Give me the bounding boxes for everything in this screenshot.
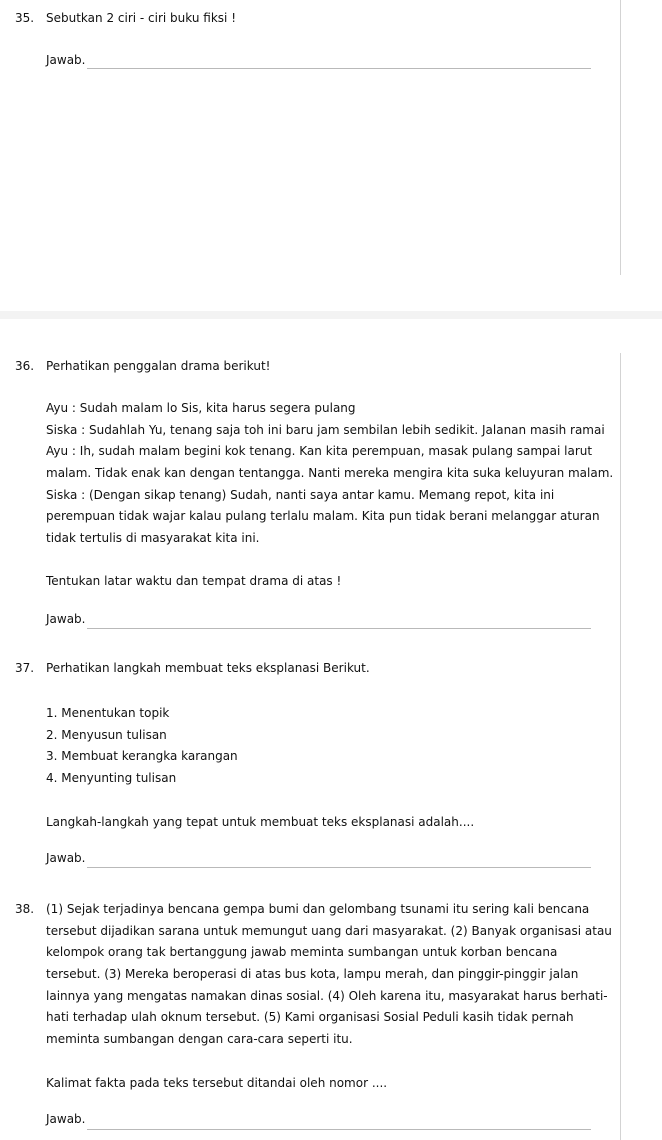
q36-instruction: Tentukan latar waktu dan tempat drama di atas !: [46, 574, 342, 588]
q37-answer-label: Jawab.: [46, 851, 86, 865]
dialogue-line: perempuan tidak wajar kalau pulang terlalu malam. Kita pun tidak berani melanggar aturan: [46, 509, 600, 524]
q36-answer-label: Jawab.: [46, 612, 86, 626]
paragraph-line: hati terhadap ulah oknum tersebut. (5) Kami organisasi Sosial Peduli kasih tidak pernah: [46, 1010, 574, 1025]
dialogue-line: malam. Tidak enak kan dengan tentangga. Nanti mereka mengira kita suka keluyuran malam.: [46, 466, 614, 481]
paragraph-line: (1) Sejak terjadinya bencana gempa bumi dan gelombang tsunami itu sering kali bencana: [46, 902, 590, 916]
q38-answer-label: Jawab.: [46, 1112, 86, 1126]
section-divider: [0, 311, 662, 319]
q38-instruction: Kalimat fakta pada teks tersebut ditandai oleh nomor ....: [46, 1076, 388, 1090]
q38-paragraph: [46, 901, 612, 1053]
q37-answer-line[interactable]: [87, 867, 591, 868]
page-edge-line-top: [620, 0, 621, 275]
q38-answer-line[interactable]: [87, 1129, 591, 1130]
paragraph-line: lainnya yang mengatas namakan dinas sosial. (4) Oleh karena itu, masyarakat harus berhati-: [46, 988, 608, 1003]
paragraph-line: tersebut dijadikan sarana untuk memungut uang dari masyarakat. (2) Banyak organisasi atau: [46, 923, 612, 938]
paragraph-line: tersebut. (3) Mereka beroperasi di atas bus kota, lampu merah, dan pinggir-pinggir jalan: [46, 967, 579, 982]
list-item: 3. Membuat kerangka karangan: [46, 749, 238, 763]
q37-question: Perhatikan langkah membuat teks eksplanasi Berikut.: [46, 661, 370, 675]
q37-number: 37.: [15, 661, 35, 675]
q37-steps: [46, 705, 238, 791]
dialogue-line: Ayu : Ih, sudah malam begini kok tenang. Kan kita perempuan, masak pulang sampai larut: [46, 444, 593, 459]
dialogue-line: Ayu : Sudah malam lo Sis, kita harus segera pulang: [46, 401, 356, 415]
q36-answer-line[interactable]: [87, 628, 591, 629]
paragraph-line: kelompok orang tak bertanggung jawab meminta sumbangan untuk korban bencana: [46, 945, 558, 960]
paragraph-line: meminta sumbangan dengan cara-cara seperti itu.: [46, 1032, 353, 1047]
list-item: 4. Menyunting tulisan: [46, 770, 177, 785]
q38-number: 38.: [15, 902, 35, 916]
list-item: 1. Menentukan topik: [46, 706, 170, 720]
dialogue-line: Siska : Sudahlah Yu, tenang saja toh ini baru jam sembilan lebih sedikit. Jalanan masih ramai: [46, 422, 605, 437]
q35-answer-line[interactable]: [87, 68, 591, 69]
dialogue-line: Siska : (Dengan sikap tenang) Sudah, nanti saya antar kamu. Memang repot, kita ini: [46, 487, 555, 502]
q35-answer-label: Jawab.: [46, 53, 86, 67]
q36-number: 36.: [15, 359, 35, 373]
q37-instruction: Langkah-langkah yang tepat untuk membuat teks eksplanasi adalah....: [46, 815, 475, 829]
q36-question: Perhatikan penggalan drama berikut!: [46, 359, 271, 373]
list-item: 2. Menyusun tulisan: [46, 727, 167, 742]
q35-question: Sebutkan 2 ciri - ciri buku fiksi !: [46, 11, 237, 25]
q36-dialogue: [46, 400, 613, 552]
dialogue-line: tidak tertulis di masyarakat kita ini.: [46, 531, 260, 546]
page-edge-line-bottom: [620, 353, 621, 1140]
q35-number: 35.: [15, 11, 35, 25]
